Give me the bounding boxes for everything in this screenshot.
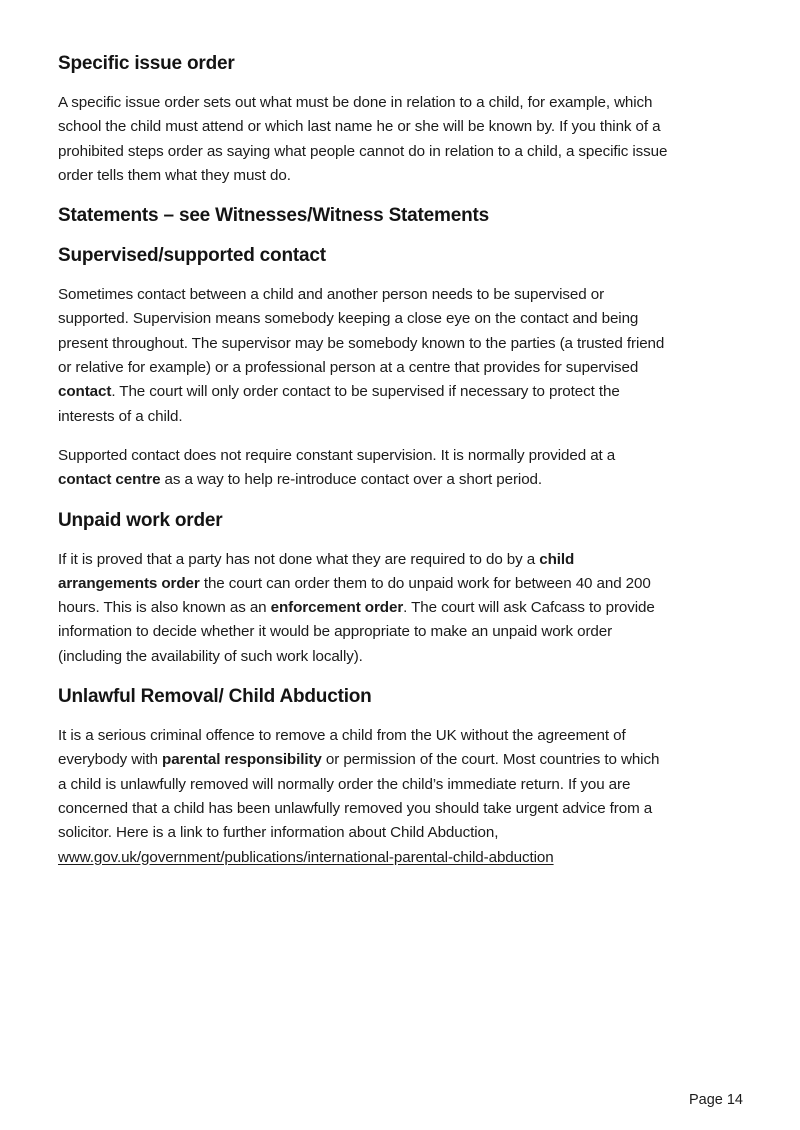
- text-run: concerned that a child has been unlawfully removed you should take urgent advice from a: [58, 799, 653, 817]
- paragraph: [58, 548, 744, 669]
- text-run: as a way to help re-introduce contact over a short period.: [160, 471, 543, 489]
- section-heading: Statements – see Witnesses/Witness Statements: [58, 205, 489, 227]
- bold-text: child: [539, 550, 575, 568]
- text-run: Sometimes contact between a child and another person needs to be supervised or: [58, 286, 605, 304]
- text-run: order tells them what they must do.: [58, 166, 291, 184]
- text-run: supported. Supervision means somebody keeping a close eye on the contact and being: [58, 310, 639, 328]
- text-run: If it is proved that a party has not done what they are required to do by a: [58, 550, 540, 568]
- text-run: . The court will ask Cafcass to provide: [403, 599, 655, 617]
- text-run: . The court will only order contact to be supervised if necessary to protect the: [111, 383, 620, 401]
- paragraph: [58, 283, 744, 429]
- text-run: or relative for example) or a professional person at a centre that provides for supervised: [58, 359, 639, 377]
- text-run: a child is unlawfully removed will normally order the child’s immediate return. If you are: [58, 775, 631, 793]
- text-run: A specific issue order sets out what must be done in relation to a child, for example, which: [58, 94, 653, 111]
- paragraph: [58, 444, 744, 493]
- bold-text: arrangements order: [58, 574, 200, 592]
- text-run: information to decide whether it would be appropriate to make an unpaid work order: [58, 623, 613, 641]
- page-footer: [689, 1091, 743, 1109]
- text-run: interests of a child.: [58, 407, 183, 425]
- text-run: or permission of the court. Most countries to which: [321, 751, 660, 769]
- text-run: hours. This is also known as an: [58, 599, 271, 617]
- text-run: school the child must attend or which last name he or she will be known by. If you think of a: [58, 118, 661, 136]
- text-run: (including the availability of such work locally).: [58, 647, 363, 665]
- bold-text: contact: [58, 383, 112, 401]
- text-run: everybody with: [58, 751, 163, 769]
- bold-text: parental responsibility: [162, 751, 322, 769]
- section-heading: Specific issue order: [58, 53, 235, 74]
- hyperlink[interactable]: www.gov.uk/government/publications/international-parental-child-abduction: [58, 848, 554, 866]
- text-run: the court can order them to do unpaid work for between 40 and 200: [199, 574, 651, 592]
- text-run: solicitor. Here is a link to further information about Child Abduction,: [58, 824, 499, 842]
- text-run: Supported contact does not require constant supervision. It is normally provided at a: [58, 446, 616, 464]
- section-heading: Unpaid work order: [58, 509, 223, 531]
- bold-text: enforcement order: [270, 599, 404, 617]
- paragraph: [58, 724, 744, 870]
- paragraph: [58, 91, 744, 188]
- text-run: prohibited steps order as saying what people cannot do in relation to a child, a specific issue: [58, 142, 668, 160]
- bold-text: contact centre: [58, 471, 161, 489]
- text-run: It is a serious criminal offence to remove a child from the UK without the agreement of: [58, 727, 626, 745]
- page-number: Page 14: [688, 1092, 743, 1108]
- text-run: present throughout. The supervisor may be somebody known to the parties (a trusted friend: [58, 334, 665, 352]
- section-heading: Unlawful Removal/ Child Abduction: [58, 686, 372, 708]
- section-heading: Supervised/supported contact: [58, 245, 326, 267]
